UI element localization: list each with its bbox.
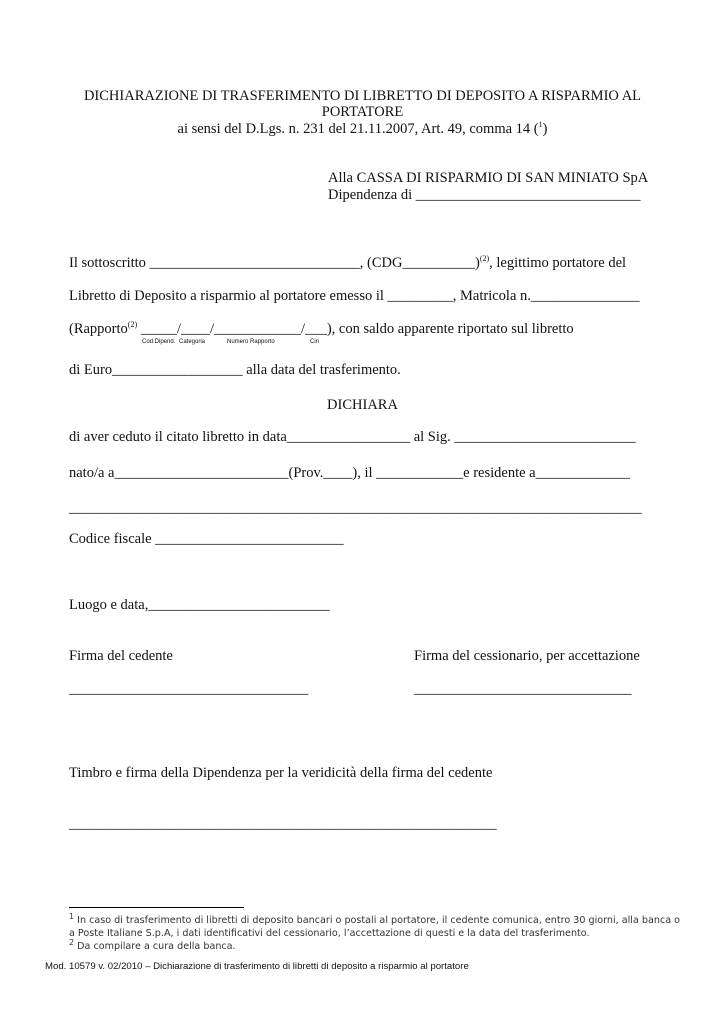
label-numero-rapporto: Numero Rapporto	[227, 339, 275, 345]
euro-line: di Euro__________________ alla data del trasferimento.	[69, 362, 401, 378]
addressee-branch: Dipendenza di _______________________________	[328, 187, 641, 203]
footnote-1-continued: a Poste Italiane S.p.A, i dati identificativi del cessionario, l’accettazione di questi e la data del trasferimento.	[69, 928, 590, 939]
title-line-3-text: ai sensi del D.Lgs. n. 231 del 21.11.2007, Art. 49, comma 14 (	[177, 121, 539, 137]
signature-cessionario-line: ______________________________	[414, 681, 632, 697]
footnote-1-mark: 1	[69, 911, 75, 921]
footnote-ref-2b: (2)	[127, 320, 138, 330]
signature-cedente-line: _________________________________	[69, 681, 309, 697]
footnote-separator	[69, 907, 244, 908]
form-footer: Mod. 10579 v. 02/2010 – Dichiarazione di trasferimento di libretti di deposito a risparmio al portatore	[45, 961, 469, 972]
title-line-1: DICHIARAZIONE DI TRASFERIMENTO DI LIBRETTO DI DEPOSITO A RISPARMIO AL	[83, 88, 642, 104]
rapporto-fields: _____/____/____________/___), con saldo apparente riportato sul libretto	[137, 321, 574, 337]
birth-residence-line: nato/a a________________________(Prov.____), il ____________e residente a_____________	[69, 465, 630, 481]
stamp-signature-label: Timbro e firma della Dipendenza per la veridicità della firma del cedente	[69, 765, 493, 781]
dichiara-heading: DICHIARA	[327, 397, 398, 413]
declarant-text-end: , legittimo portatore del	[489, 255, 627, 271]
rapporto-line	[69, 321, 574, 338]
booklet-line: Libretto di Deposito a risparmio al portatore emesso il _________, Matricola n._______________	[69, 288, 640, 304]
title-line-3	[0, 121, 725, 138]
declarant-text: Il sottoscritto _____________________________, (CDG__________)	[69, 255, 480, 271]
addressee-bank: Alla CASSA DI RISPARMIO DI SAN MINIATO SpA	[328, 170, 649, 186]
signature-cedente-label: Firma del cedente	[69, 648, 173, 664]
fiscal-code-line: Codice fiscale __________________________	[69, 531, 344, 547]
footnote-ref-2: (2)	[479, 254, 490, 264]
footnote-2-mark: 2	[69, 937, 75, 947]
rapporto-label: (Rapporto	[69, 321, 128, 337]
stamp-signature-line: ___________________________________________________________	[69, 816, 497, 832]
transfer-date-line: di aver ceduto il citato libretto in data_________________ al Sig. _________________________	[69, 429, 636, 445]
label-cin: Cin	[310, 339, 320, 345]
declarant-line	[69, 255, 626, 272]
footnote-2-text: Da compilare a cura della banca.	[77, 941, 236, 952]
footnote-ref-1: 1	[538, 120, 543, 130]
address-continuation-line: _______________________________________________________________________________	[69, 500, 642, 516]
title-line-3-close: )	[542, 121, 548, 137]
title-line-2: PORTATORE	[321, 104, 404, 120]
place-date-line: Luogo e data,_________________________	[69, 597, 330, 613]
footnote-1	[69, 911, 681, 926]
footnote-1-text: In caso di trasferimento di libretti di deposito bancari o postali al portatore, il cedente comunica, entro 30 giorni, alla banca o	[77, 915, 681, 926]
label-categoria: Categoria	[179, 339, 206, 345]
label-cod-dipend: Cod.Dipend.	[142, 339, 176, 345]
footnote-2	[69, 937, 236, 952]
signature-cessionario-label: Firma del cessionario, per accettazione	[414, 648, 640, 664]
